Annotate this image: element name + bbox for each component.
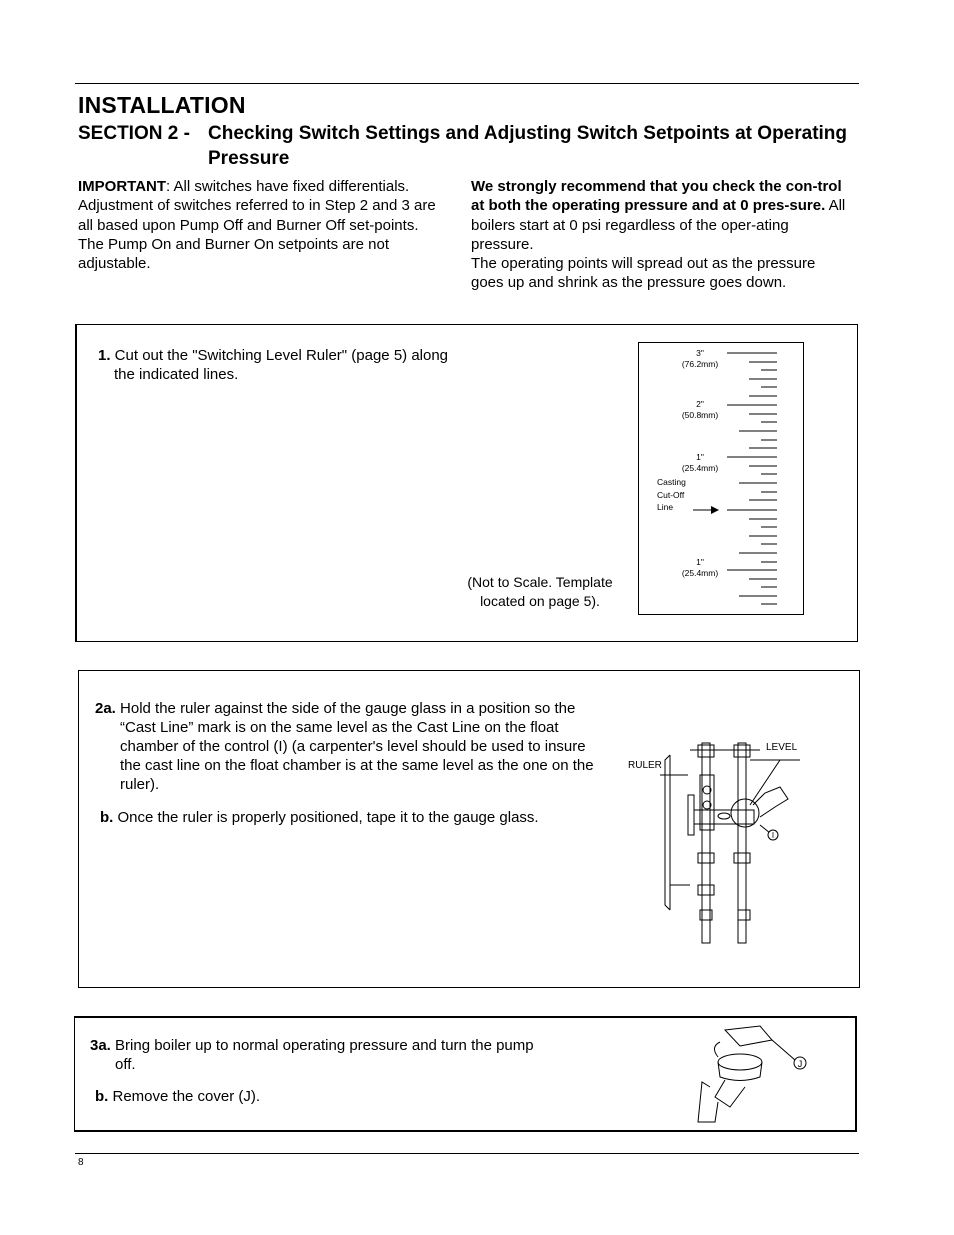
page-number: 8: [78, 1157, 84, 1168]
gauge-glass-diagram: [620, 735, 810, 945]
ruler-3in: 3": [696, 348, 704, 358]
important-label: IMPORTANT: [78, 178, 167, 195]
step2a-text: [95, 699, 600, 794]
step1-num: 1.: [98, 347, 111, 364]
section-title: Checking Switch Settings and Adjusting Switch Setpoints at Operating Pressure: [208, 123, 848, 169]
top-rule: [75, 83, 859, 84]
label-ruler: RULER: [628, 760, 662, 771]
ruler-2in: 2": [696, 399, 704, 409]
label-i: I: [771, 831, 775, 840]
casting-line2: Cut-Off: [657, 489, 685, 500]
casting-label: [657, 476, 707, 514]
recommend-text: All boilers start at 0 psi regardless of the oper-ating pressure.: [471, 197, 846, 253]
step3a-num: 3a.: [90, 1037, 111, 1054]
step2a-desc: Hold the ruler against the side of the gauge glass in a position so the “Cast Line” mark is on the same level as the Cast Line on the float chamber of the control (I) (a carpenter's level should be used to insure the cast line on the float chamber is at the same level as the one on the ruler).: [115, 700, 594, 793]
section-label: SECTION 2 -: [78, 123, 190, 144]
ruler-1in-lower: 1": [696, 557, 704, 567]
operating-points-text: The operating points will spread out as the pressure goes up and shrink as the pressure goes down.: [471, 255, 816, 292]
important-text: : All switches have fixed differentials. Adjustment of switches referred to in Step 2 and 3 are all based upon Pump Off and Burner Off set-points. The Pump On and Burner On setpoints are not adjustable.: [78, 178, 436, 273]
step3b-desc: Remove the cover (J).: [108, 1088, 261, 1105]
casting-line3: Line: [657, 502, 674, 512]
step2b-desc: Once the ruler is properly positioned, tape it to the gauge glass.: [113, 809, 539, 826]
ruler-1in: 1": [696, 452, 704, 462]
intro-right: [471, 177, 851, 293]
step2b-text: [100, 808, 580, 827]
step2b-num: b.: [100, 809, 114, 826]
ruler-2in-mm: (50.8mm): [681, 410, 719, 420]
ruler-3in-mm: (76.2mm): [681, 359, 719, 369]
step3b-text: [95, 1087, 535, 1106]
bottom-rule: [75, 1153, 859, 1154]
label-level: LEVEL: [766, 742, 798, 753]
ruler-1in-mm: (25.4mm): [681, 463, 719, 473]
step3a-desc: Bring boiler up to normal operating pressure and turn the pump off.: [110, 1037, 534, 1073]
casting-line1: Casting: [657, 477, 686, 487]
step3a-text: [90, 1036, 555, 1074]
page-title: INSTALLATION: [78, 92, 246, 118]
cover-removal-diagram: [690, 1022, 820, 1127]
step1-desc: Cut out the "Switching Level Ruler" (page 5) along the indicated lines.: [110, 347, 449, 383]
label-j: J: [797, 1059, 803, 1069]
recommend-bold: We strongly recommend that you check the con-trol at both the operating pressure and at 0 pres-sure.: [471, 178, 842, 215]
intro-left: [78, 177, 440, 273]
ruler-1in-lower-mm: (25.4mm): [681, 568, 719, 578]
ruler-template: [638, 342, 804, 615]
step1-text: [98, 346, 464, 384]
step3b-num: b.: [95, 1088, 109, 1105]
step1-note: (Not to Scale. Template located on page 5).: [467, 574, 613, 609]
step2a-num: 2a.: [95, 700, 116, 717]
